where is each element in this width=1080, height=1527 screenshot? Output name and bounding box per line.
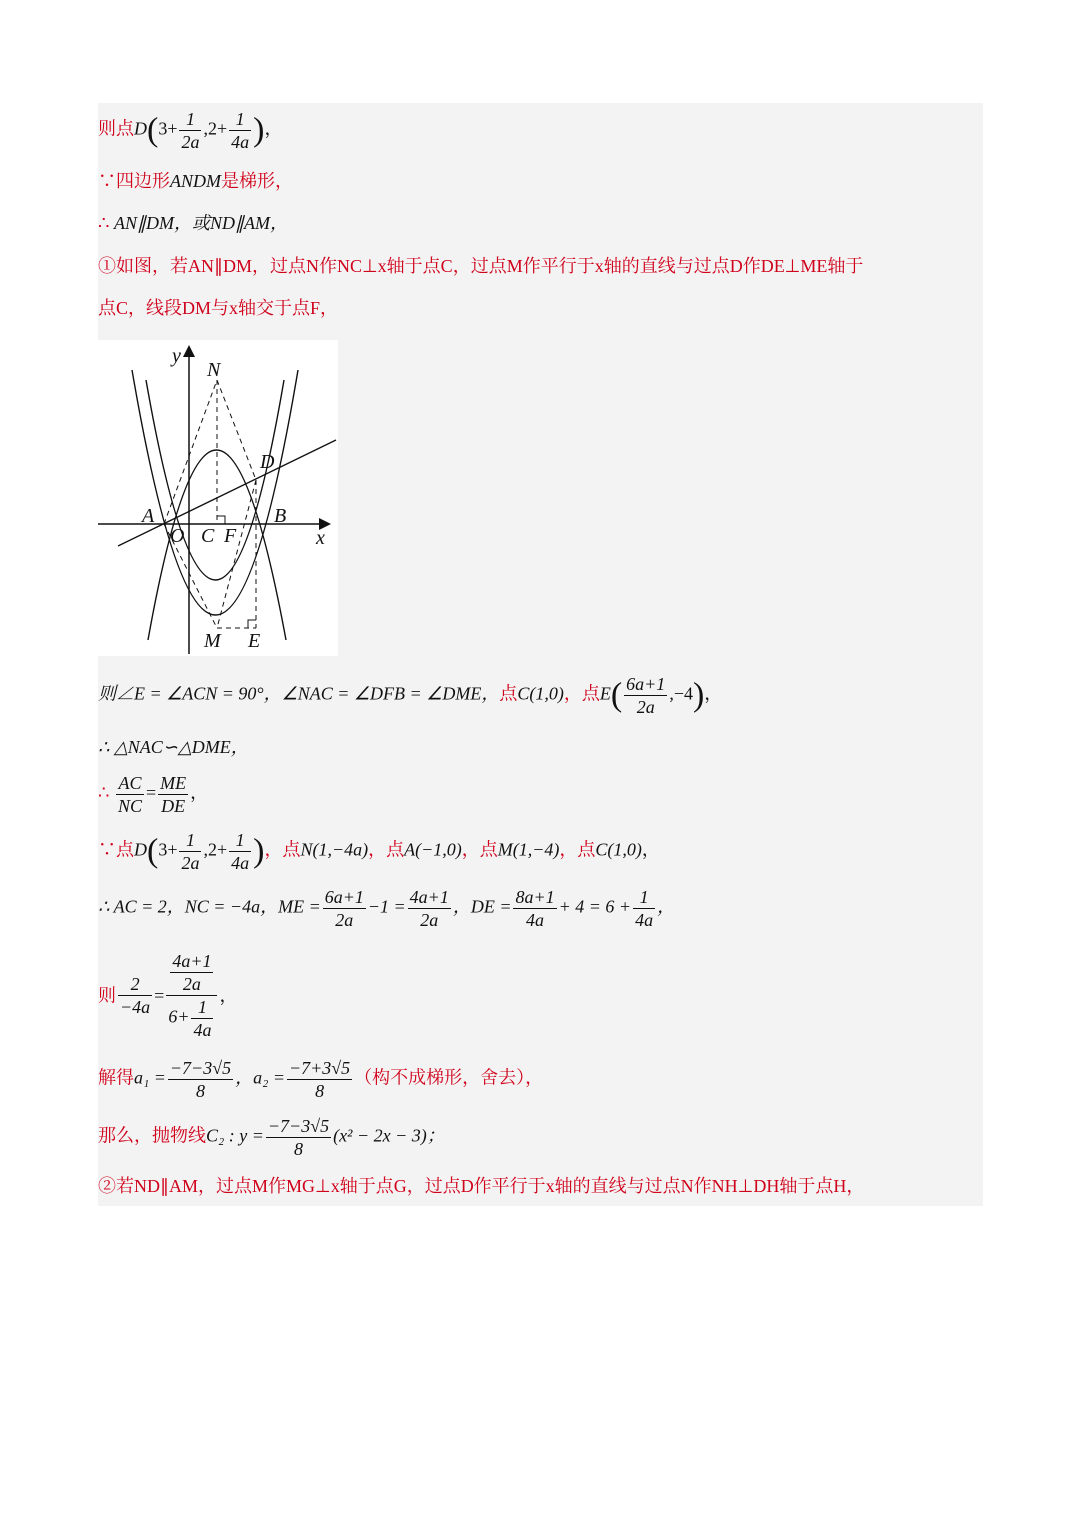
- numerator: −7−3√5: [169, 1058, 232, 1078]
- denominator: 4a: [231, 853, 250, 873]
- text: ，: [219, 985, 238, 1006]
- fraction: [323, 886, 366, 931]
- fraction: [116, 772, 144, 817]
- text: 那么，抛物线: [98, 1125, 206, 1146]
- fraction: [170, 950, 213, 995]
- numerator: 1: [633, 886, 655, 909]
- line-3: [98, 211, 288, 235]
- text: ①如图，若AN∥DM，过点N作NC⊥x轴于点C，过点M作平行于x轴的直线与过点D作DE⊥ME轴于: [98, 256, 864, 276]
- line-8: [98, 772, 208, 817]
- text: ∴ △NAC∽△DME，: [98, 737, 249, 757]
- therefore-symbol: ∴: [98, 213, 110, 233]
- numerator: 4a+1: [172, 951, 212, 971]
- text: =: [154, 985, 165, 1006]
- text: 则: [98, 985, 116, 1006]
- fraction: [191, 996, 213, 1041]
- denominator: DE: [161, 796, 186, 816]
- fraction: [633, 886, 655, 931]
- text: 则点: [98, 118, 134, 139]
- denominator: 2a: [182, 974, 201, 994]
- line-9: ∵点D(3+ $\frac{1}{2a}$ ,2+ $\frac{1}{4a}$ )，点N(1,−4a)，点A(−1,0)，点M(1,−4)，点C(1,0)，: [98, 830, 660, 873]
- text: ，点: [368, 839, 405, 860]
- text: 则∠E = ∠ACN = 90°，∠NAC = ∠DFB = ∠DME，: [98, 683, 500, 704]
- label-x: x: [316, 527, 325, 549]
- text: =: [145, 782, 157, 803]
- text: C(1,0): [595, 839, 642, 860]
- denominator: 2a: [181, 132, 200, 152]
- numerator: −7−3√5: [267, 1116, 330, 1136]
- text: ，点: [563, 683, 600, 704]
- line-6: 则∠E = ∠ACN = 90°，∠NAC = ∠DFB = ∠DME，点C(1,0)，点E( $\frac{6a+1}{2a}$ ,−4)，: [98, 674, 723, 717]
- text: ，: [704, 683, 723, 704]
- numerator: 1: [229, 829, 251, 852]
- denominator: NC: [117, 796, 142, 816]
- right-angle-e: [248, 620, 256, 628]
- therefore-symbol: ∴: [98, 782, 110, 803]
- label-m: M: [204, 630, 221, 652]
- line-1: 则点D(3+ $\frac{1}{2a}$ ,2+ $\frac{1}{4a}$ )，: [98, 109, 283, 152]
- line-2: [98, 169, 293, 193]
- segment-dm: [217, 480, 256, 628]
- denominator: 2a: [636, 697, 655, 717]
- label-o: O: [170, 525, 185, 547]
- text: AN∥DM，或ND∥AM，: [113, 213, 288, 233]
- text: ,2+: [203, 839, 228, 860]
- because-symbol: ∵: [98, 171, 116, 191]
- text: ,−4: [669, 683, 693, 704]
- text: ，点: [559, 839, 596, 860]
- fraction: [624, 673, 667, 718]
- text: ,2+: [203, 118, 228, 139]
- line-14: [98, 1174, 864, 1198]
- text: C₂ : y =: [206, 1125, 264, 1146]
- label-c: C: [201, 525, 215, 547]
- numerator: 2: [118, 973, 152, 996]
- fraction: [287, 1057, 352, 1102]
- denominator: 8: [315, 1081, 325, 1101]
- numerator: 1: [179, 108, 201, 131]
- denominator: 4a: [193, 1020, 212, 1040]
- text: ，a₂ =: [235, 1067, 285, 1088]
- complex-denominator: [166, 996, 217, 1041]
- fraction: [513, 886, 556, 931]
- denominator: 2a: [181, 853, 200, 873]
- text: 点: [499, 683, 518, 704]
- text: (x² − 2x − 3)；: [333, 1125, 445, 1146]
- numerator: 8a+1: [515, 887, 555, 907]
- text: 解得: [98, 1067, 134, 1088]
- parabola-down: [148, 450, 286, 640]
- complex-numerator: [166, 950, 217, 996]
- text: ，点: [264, 839, 301, 860]
- line-4: [98, 254, 863, 278]
- text: N(1,−4a): [300, 839, 369, 860]
- numerator: 1: [229, 108, 251, 131]
- text: E: [599, 683, 611, 704]
- denominator: 4a: [526, 910, 545, 930]
- text: ，: [641, 839, 660, 860]
- text: 3+: [158, 839, 178, 860]
- text: ，: [190, 782, 209, 803]
- text: C(1,0): [517, 683, 564, 704]
- fraction: [179, 829, 201, 874]
- label-d: D: [260, 451, 275, 473]
- label-f: F: [224, 525, 237, 547]
- fraction: [158, 772, 188, 817]
- text: （构不成梯形，舍去），: [354, 1067, 544, 1088]
- denominator: 4a: [635, 910, 654, 930]
- complex-fraction: [166, 950, 217, 1041]
- fraction: [408, 886, 451, 931]
- numerator: ME: [160, 773, 187, 793]
- line-7: [98, 735, 249, 759]
- label-y: y: [172, 345, 181, 367]
- line-5: [98, 296, 338, 320]
- figure: [98, 340, 338, 656]
- point-label: D: [134, 118, 147, 139]
- quad-label: ANDM: [170, 171, 221, 191]
- line-12: [98, 1057, 543, 1102]
- line-11: [98, 950, 237, 1041]
- label-n: N: [207, 359, 221, 381]
- numerator: 6a+1: [626, 674, 666, 694]
- text: a₁ =: [134, 1067, 166, 1088]
- text: A(−1,0): [404, 839, 462, 860]
- text: 是梯形，: [221, 171, 293, 191]
- line-10: [98, 886, 675, 931]
- text: 3+: [158, 118, 178, 139]
- right-angle-c: [217, 516, 225, 524]
- numerator: 1: [191, 996, 213, 1019]
- text: 点C，线段DM与x轴交于点F，: [98, 298, 339, 318]
- text: ∴ AC = 2，NC = −4a，ME =: [98, 896, 321, 917]
- text: ②若ND∥AM，过点M作MG⊥x轴于点G，过点D作平行于x轴的直线与过点N作NH⊥DH轴于点H，: [98, 1176, 865, 1196]
- text: ，: [657, 896, 676, 917]
- numerator: 4a+1: [409, 887, 449, 907]
- fraction: [168, 1057, 233, 1102]
- text: −1 =: [367, 896, 406, 917]
- label-b: B: [274, 505, 287, 527]
- fraction: [179, 108, 201, 153]
- numerator: 6a+1: [324, 887, 364, 907]
- parabola-figure: [98, 340, 338, 656]
- label-e: E: [248, 630, 261, 652]
- numerator: 1: [179, 829, 201, 852]
- text: + 4 = 6 +: [558, 896, 632, 917]
- text: 四边形: [116, 171, 170, 191]
- denominator: 4a: [231, 132, 250, 152]
- denominator: 8: [195, 1081, 205, 1101]
- fraction: [229, 829, 251, 874]
- numerator: −7+3√5: [288, 1058, 351, 1078]
- fraction: [266, 1115, 331, 1160]
- text: ，点: [461, 839, 498, 860]
- numerator: AC: [116, 772, 144, 795]
- text: 6+: [168, 1006, 190, 1027]
- denominator: −4a: [120, 997, 151, 1017]
- text: ，DE =: [452, 896, 512, 917]
- text: M(1,−4): [497, 839, 560, 860]
- text: ∵点: [98, 839, 134, 860]
- fraction: [118, 973, 152, 1018]
- label-a: A: [142, 505, 155, 527]
- denominator: 2a: [335, 910, 354, 930]
- fraction: [229, 108, 251, 153]
- denominator: 8: [293, 1139, 303, 1159]
- text: ，: [264, 118, 283, 139]
- denominator: 2a: [420, 910, 439, 930]
- line-13: [98, 1115, 445, 1160]
- text: D: [134, 839, 147, 860]
